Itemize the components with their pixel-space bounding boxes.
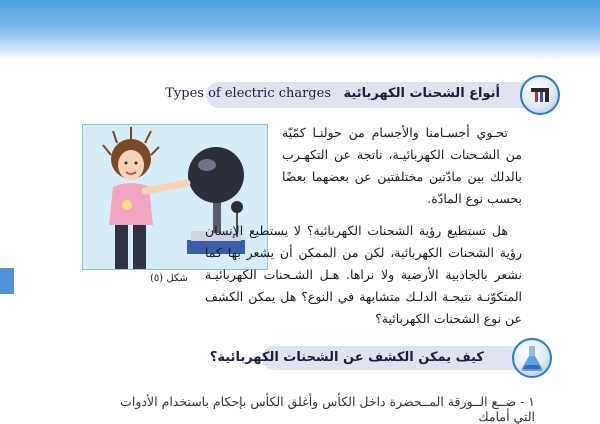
page-edge-tab — [0, 268, 14, 294]
section-title-arabic: أنواع الشحنات الكهربائية — [343, 86, 500, 101]
tap-magnet-icon — [520, 75, 560, 115]
figure-caption: شكل (٥) — [150, 273, 188, 284]
section-header-detect-charges — [209, 346, 530, 370]
paragraph-charges-intro: تحـوي أجسـامنا والأجسام من حولنـا كمّيّة من الشـحنات الكهربائيـة، ناتجة عن التكهـرب بالدلك بين مادّتين مختلفتين عن بعضهما بعضًا بحسب نوع المادّة. — [282, 125, 522, 206]
section-header-electric-charges — [165, 82, 556, 108]
flask-icon — [512, 338, 552, 378]
section-title-detect: كيف يمكن الكشف عن الشحنات الكهربائية؟ — [209, 350, 484, 365]
section-title-english: Types of electric charges — [165, 86, 331, 101]
top-banner — [0, 0, 600, 60]
activity-step-text: ١ - ضــع الــورقة المــحضرة داخل الكأس وأغلق الكأس بإحكام باستخدام الأدوات التي أمامك — [120, 394, 535, 424]
paragraph-charges-questions: هل تستطيع رؤية الشحنات الكهربائية؟ لا يستطيع الإنسان رؤية الشحنات الكهربائية، لكن من الممكن أن يشعر بها كما نشعر بالجاذبية الأرضية ولا نراها. هـل الشـحنات الكهربائيـة المتكوّنـة نتيجـة الدلـك متشابهة في النوع؟ هل يمكن الكشف عن نوع الشحنات الكهربائية؟ — [205, 223, 522, 326]
section-title — [165, 86, 500, 101]
